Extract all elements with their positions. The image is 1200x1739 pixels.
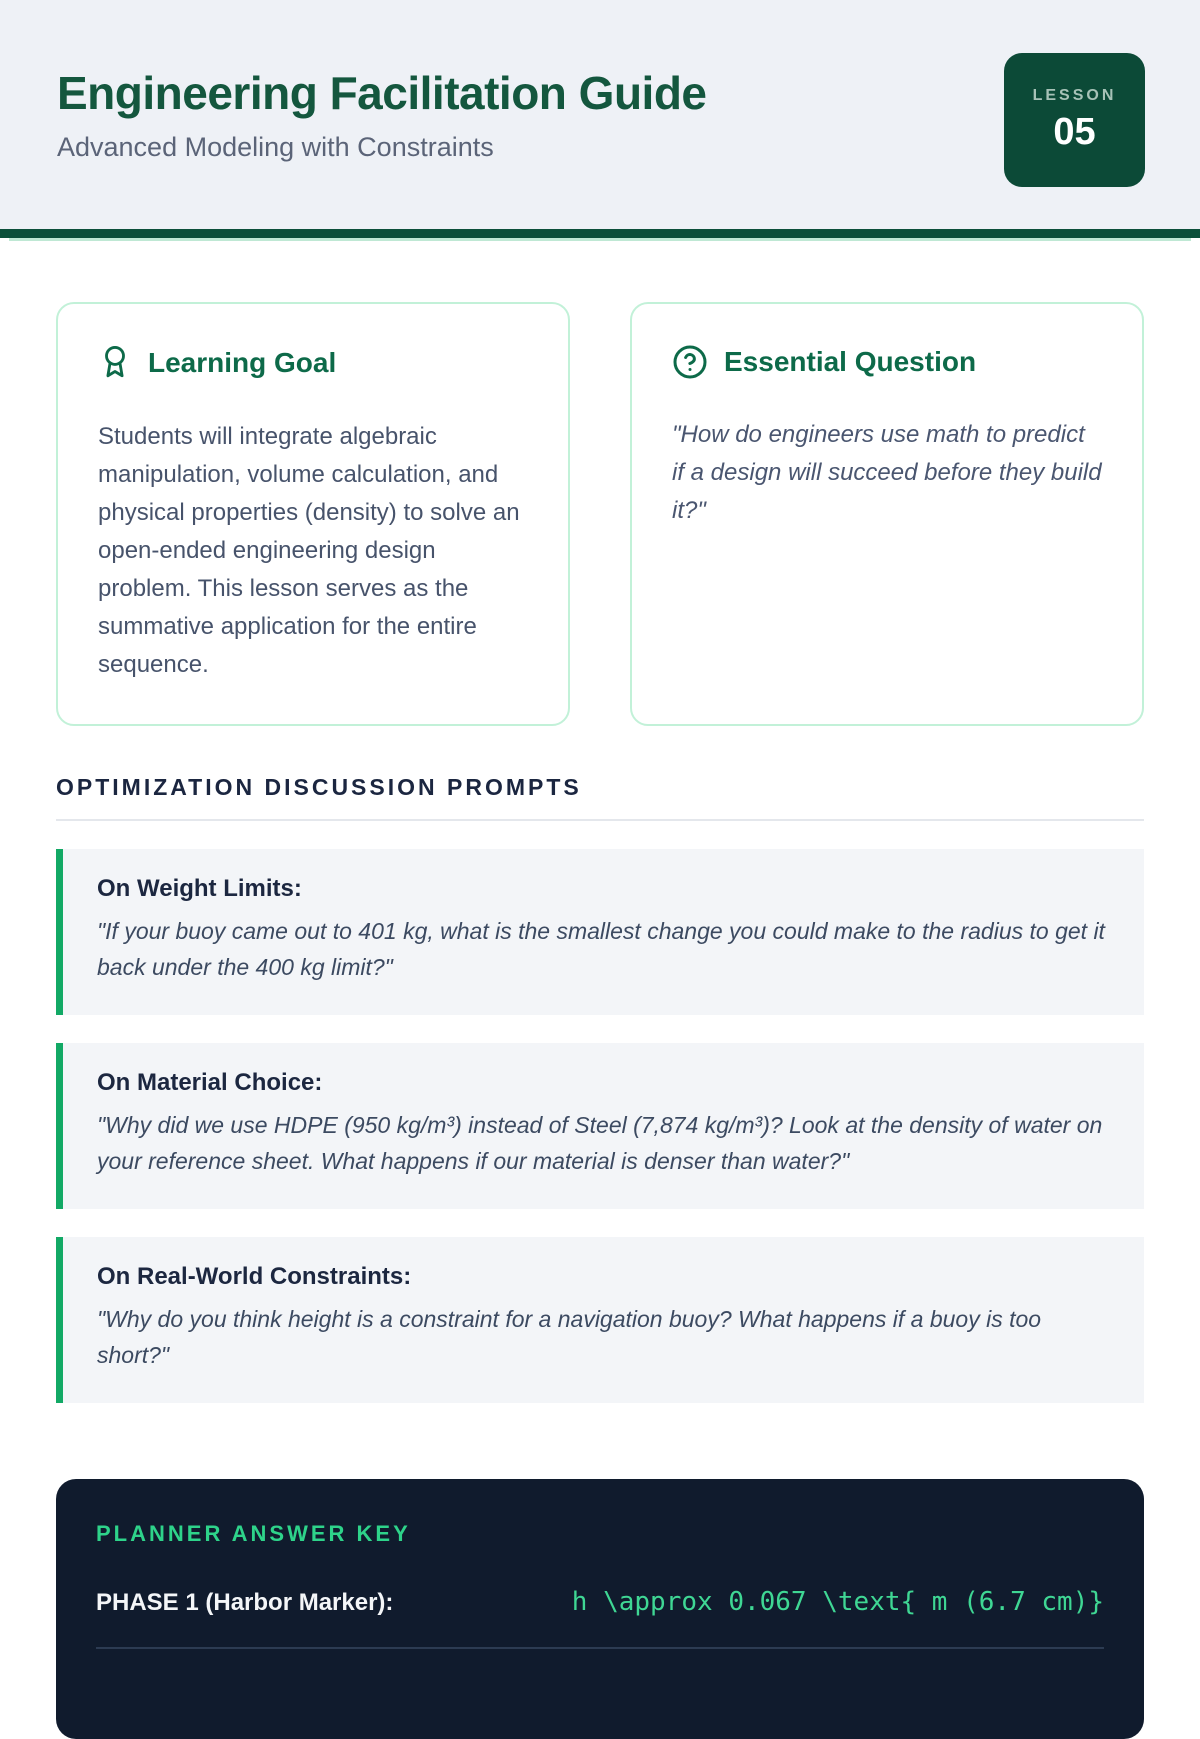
essential-question-card bbox=[630, 302, 1144, 726]
answer-key-divider bbox=[96, 1647, 1104, 1649]
prompt-title: On Real-World Constraints: bbox=[97, 1263, 412, 1290]
prompt-title: On Weight Limits: bbox=[97, 875, 302, 902]
page-title: Engineering Facilitation Guide bbox=[57, 67, 707, 119]
prompt-quote: "Why do you think height is a constraint for a navigation buoy? What happens if a buoy is too short?" bbox=[97, 1306, 1042, 1368]
answer-key-value: h \approx 0.067 \text{ m (6.7 cm)} bbox=[571, 1587, 1104, 1617]
page-content bbox=[0, 302, 1200, 1739]
answer-key-heading: PLANNER ANSWER KEY bbox=[96, 1521, 411, 1546]
prompt-quote: "If your buoy came out to 401 kg, what is the smallest change you could make to the radius to get it back under the 400 kg limit?" bbox=[97, 918, 1105, 980]
prompt-weight-limits bbox=[56, 849, 1144, 1015]
prompt-quote: "Why did we use HDPE (950 kg/m³) instead of Steel (7,874 kg/m³)? Look at the density of water on your reference sheet. What happens if our material is denser than water?" bbox=[97, 1112, 1103, 1174]
overview-cards-row bbox=[56, 302, 1144, 726]
prompt-material-choice bbox=[56, 1043, 1144, 1209]
learning-goal-card-header bbox=[98, 344, 528, 382]
prompt-real-world-constraints bbox=[56, 1237, 1144, 1403]
essential-question-body: "How do engineers use math to predict if a design will succeed before they build it?" bbox=[672, 421, 1102, 524]
answer-key-row-phase1 bbox=[96, 1587, 1104, 1617]
award-ribbon-icon bbox=[98, 344, 132, 382]
page-subtitle: Advanced Modeling with Constraints bbox=[57, 132, 494, 162]
question-circle-icon bbox=[672, 344, 708, 380]
prompt-title: On Material Choice: bbox=[97, 1069, 323, 1096]
essential-question-title: Essential Question bbox=[724, 346, 977, 377]
lesson-badge-number: 05 bbox=[1053, 110, 1096, 153]
lesson-badge-label: LESSON bbox=[1032, 86, 1117, 104]
essential-question-card-header bbox=[672, 344, 1102, 380]
page-header bbox=[0, 0, 1200, 238]
planner-answer-key-panel bbox=[56, 1479, 1144, 1739]
learning-goal-card bbox=[56, 302, 570, 726]
prompts-section-divider bbox=[56, 819, 1144, 821]
prompts-section-heading: OPTIMIZATION DISCUSSION PROMPTS bbox=[56, 774, 582, 800]
learning-goal-body: Students will integrate algebraic manipulation, volume calculation, and physical properties (density) to solve an open-ended engineering design problem. This lesson serves as the summative application for the entire sequence. bbox=[98, 423, 520, 678]
answer-key-label: PHASE 1 (Harbor Marker): bbox=[96, 1589, 394, 1616]
learning-goal-title: Learning Goal bbox=[148, 347, 337, 378]
lesson-badge bbox=[1004, 53, 1145, 187]
